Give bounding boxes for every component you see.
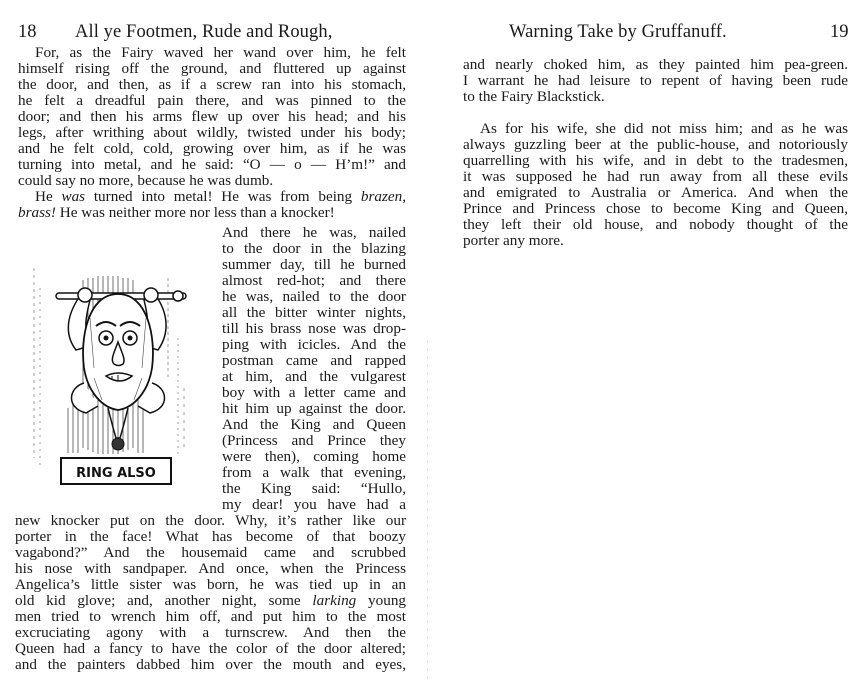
text-line: As for his wife, she did not miss him; and as he was (480, 120, 848, 137)
text-line: legs, after writhing about wildly, twisted under his body; (18, 124, 406, 141)
text-run: old kid glove; and, another night, some (15, 592, 313, 609)
text-line: the door, and then, as if a screw ran into his stomach, (18, 76, 406, 93)
text-run: turned into metal! He was from being (85, 188, 361, 205)
text-line: they left their old house, and nobody thought of the (463, 216, 848, 233)
knocker-man-icon (28, 258, 190, 493)
text-line: all the bitter winter nights, (222, 304, 406, 321)
text-line: he was, nailed to the door (222, 288, 406, 305)
text-line: and nearly choked him, as they painted him pea-green. (463, 56, 848, 73)
text-line: it was supposed he had run away from all these evils (463, 168, 848, 185)
running-head: Warning Take by Gruffanuff. (509, 22, 727, 42)
italic-text: was (61, 188, 86, 205)
text-line: men tried to wrench him off, and put him to the most (15, 608, 406, 625)
text-line: to the door in the blazing (222, 240, 406, 257)
text-line (35, 189, 406, 205)
text-line: and he felt cold, cold, growing over him, as if he was (18, 140, 406, 157)
text-run: He was neither more nor less than a knocker! (55, 204, 335, 221)
sign-text: RING ALSO (76, 466, 156, 481)
text-line: new knocker put on the door. Why, it’s rather like our (15, 512, 406, 529)
text-line: ping with icicles. And the (222, 336, 406, 353)
italic-text: brass! (18, 204, 56, 221)
text-line: he felt a dreadful pain there, and was pinned to the (18, 92, 406, 109)
text-line: at him, and the vulgarest (222, 368, 406, 385)
text-line: and emigrated to Australia or America. And when the (463, 184, 848, 201)
text-line: porter in the face! What has become of that boozy (15, 528, 406, 545)
text-line: from a walk that evening, (222, 464, 406, 481)
page-number: 18 (18, 22, 37, 42)
text-line: And the King and Queen (222, 416, 406, 433)
text-line (18, 205, 406, 221)
text-line (15, 593, 406, 609)
text-line: could say no more, because he was dumb. (18, 172, 274, 189)
text-line: the King said: “Hullo, (222, 480, 406, 497)
text-line: always guzzling beer at the public-house, and notoriously (463, 136, 848, 153)
text-line: to the Fairy Blackstick. (463, 88, 605, 105)
text-line: quarrelling with his wife, and in debt to the tradesmen, (463, 152, 848, 169)
text-line: Queen had a fancy to have the color of the door altered; (15, 640, 406, 657)
text-line: hit him up against the door. (222, 400, 406, 417)
text-line: porter any more. (463, 232, 564, 249)
text-run: He (35, 188, 62, 205)
text-line: For, as the Fairy waved her wand over him, he felt (35, 44, 406, 61)
text-line: and the painters dabbed him over the mouth and eyes, (15, 656, 406, 673)
italic-text: larking (312, 592, 357, 609)
text-line: his nose with sandpaper. And once, when the Princess (15, 560, 406, 577)
text-line: my dear! you have had a (222, 496, 406, 513)
page-number: 19 (830, 22, 849, 42)
text-line: postman came and rapped (222, 352, 406, 369)
text-line: door; and then his arms flew up over his head; and his (18, 108, 406, 125)
text-line: I warrant he had leisure to repent of having been rude (463, 72, 848, 89)
text-line: And there he was, nailed (222, 224, 406, 241)
text-line: Angelica’s little sister was born, he was tied up in an (15, 576, 406, 593)
text-line: summer day, till he burned (222, 256, 406, 273)
text-line: were then), coming home (222, 448, 406, 465)
text-line: himself rising off the ground, and fluttered up against (18, 60, 406, 77)
right-page (430, 0, 858, 695)
text-run: young (356, 592, 407, 609)
italic-text: brazen, (360, 188, 406, 205)
knocker-illustration (28, 258, 190, 493)
running-head: All ye Footmen, Rude and Rough, (75, 22, 333, 42)
text-line: till his brass nose was drop- (222, 320, 406, 337)
page-gutter (427, 340, 428, 680)
text-line: Prince and Princess chose to become King and Queen, (463, 200, 848, 217)
text-line: excruciating agony with a turnscrew. And then the (15, 624, 406, 641)
text-line: turning into metal, and he said: “O — o — H’m!” and (18, 156, 406, 173)
text-line: vagabond?” And the housemaid came and scrubbed (15, 544, 406, 561)
text-line: boy with a letter came and (222, 384, 406, 401)
text-line: (Princess and Prince they (222, 432, 406, 449)
text-line: almost red-hot; and there (222, 272, 406, 289)
